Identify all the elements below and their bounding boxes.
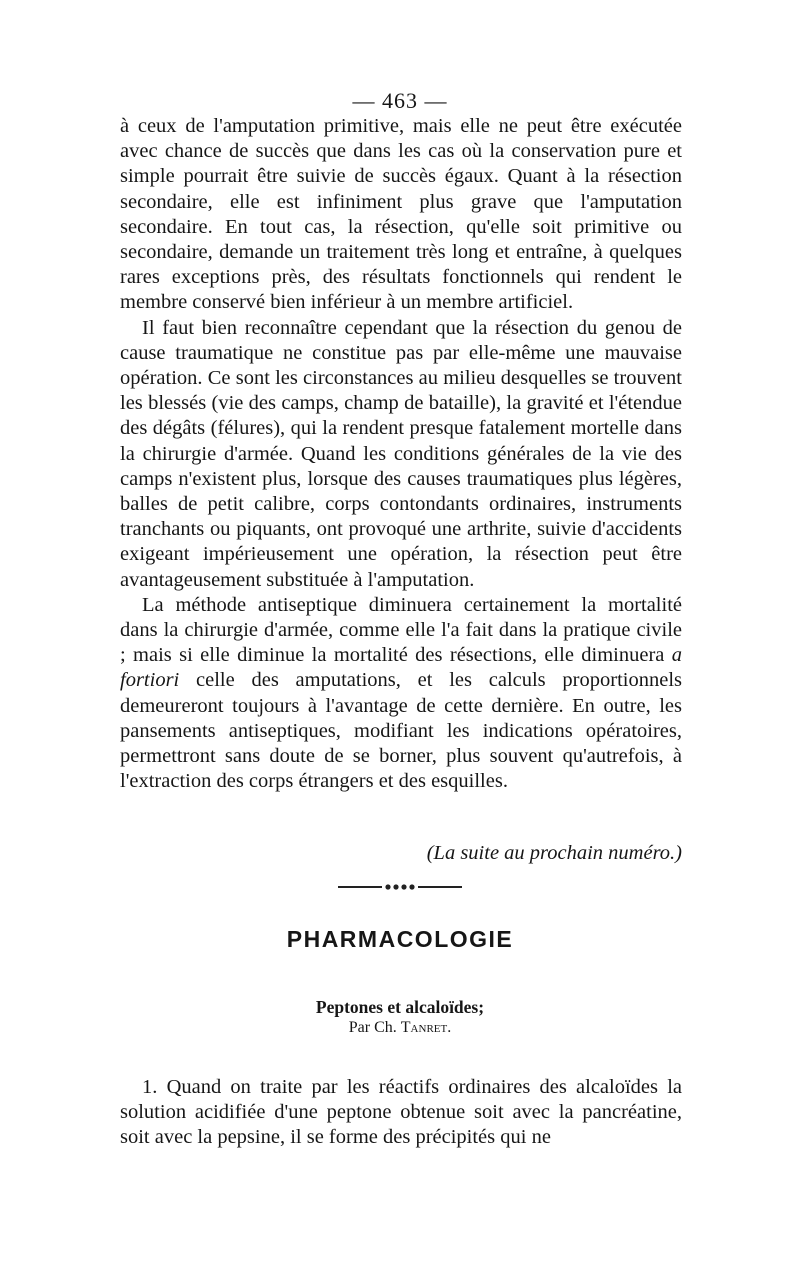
paragraph-antiseptic-text-1: La méthode antiseptique diminuera certainement la mortalité dans la chirurgie d'armée, comme elle l'a fait dans la pratique civile ; mais si elle diminue la mortalité des résections, elle diminuera bbox=[120, 593, 682, 667]
paragraph-continuation: à ceux de l'amputation primitive, mais elle ne peut être exécutée avec chance de succès que dans les cas où la conservation pure et simple pourrait être suivie de succès égaux. Quant à la résection secondaire, elle est infiniment plus grave que l'amputation secondaire. En tout cas, la résection, qu'elle soit primitive ou secondaire, demande un traitement très long et entraîne, à quelques rares exceptions près, des résultats fonctionnels qui rendent le membre conservé bien inférieur à un membre artificiel. bbox=[120, 115, 682, 314]
article-paragraph-1: 1. Quand on traite par les réactifs ordinaires des alcaloïdes la solution acidifiée d'une peptone obtenue soit avec la pancréatine, soit avec la pepsine, il se forme des précipités qui ne bbox=[120, 1076, 682, 1149]
article-byline bbox=[0, 1019, 800, 1037]
paragraph-knee-resection: Il faut bien reconnaître cependant que la résection du genou de cause traumatique ne constitue pas par elle-même une mauvaise opération. Ce sont les circonstances au milieu desquelles se trouvent les blessés (vie des camps, champ de bataille), la gravité et l'étendue des dégâts (félures), qui la rendent presque fatalement mortelle dans la chirurgie d'armée. Quand les conditions générales de la vie des camps n'existent plus, lorsque des causes traumatiques plus légères, balles de petit calibre, corps contondants ordinaires, instruments tranchants ou piquants, ont provoqué une arthrite, suivie d'accidents exigeant impérieusement une opération, la résection peut être avantageusement substituée à l'amputation. bbox=[120, 316, 682, 591]
main-text bbox=[120, 114, 682, 794]
section-divider-ornament bbox=[330, 882, 470, 892]
to-be-continued-note: (La suite au prochain numéro.) bbox=[426, 842, 682, 864]
article-body bbox=[120, 1075, 682, 1151]
paragraph-antiseptic-method bbox=[120, 593, 682, 795]
article-title: Peptones et alcaloïdes; bbox=[315, 997, 485, 1017]
page-number: — 463 — bbox=[352, 88, 448, 113]
byline-prefix: Par Ch. bbox=[348, 1019, 397, 1036]
italic-a-fortiori: a fortiori bbox=[120, 644, 682, 692]
paragraph-antiseptic-text-2: celle des amputations, et les calculs proportionnels demeureront toujours à l'avantage de cette dernière. En outre, les pansements antiseptiques, modifiant les indications opératoires, permettront sans doute de se borner, plus souvent qu'autrefois, à l'extraction des corps étrangers et des esquilles. bbox=[120, 669, 682, 793]
section-heading: PHARMACOLOGIE bbox=[286, 926, 514, 952]
byline-author: Tanret. bbox=[400, 1019, 452, 1036]
